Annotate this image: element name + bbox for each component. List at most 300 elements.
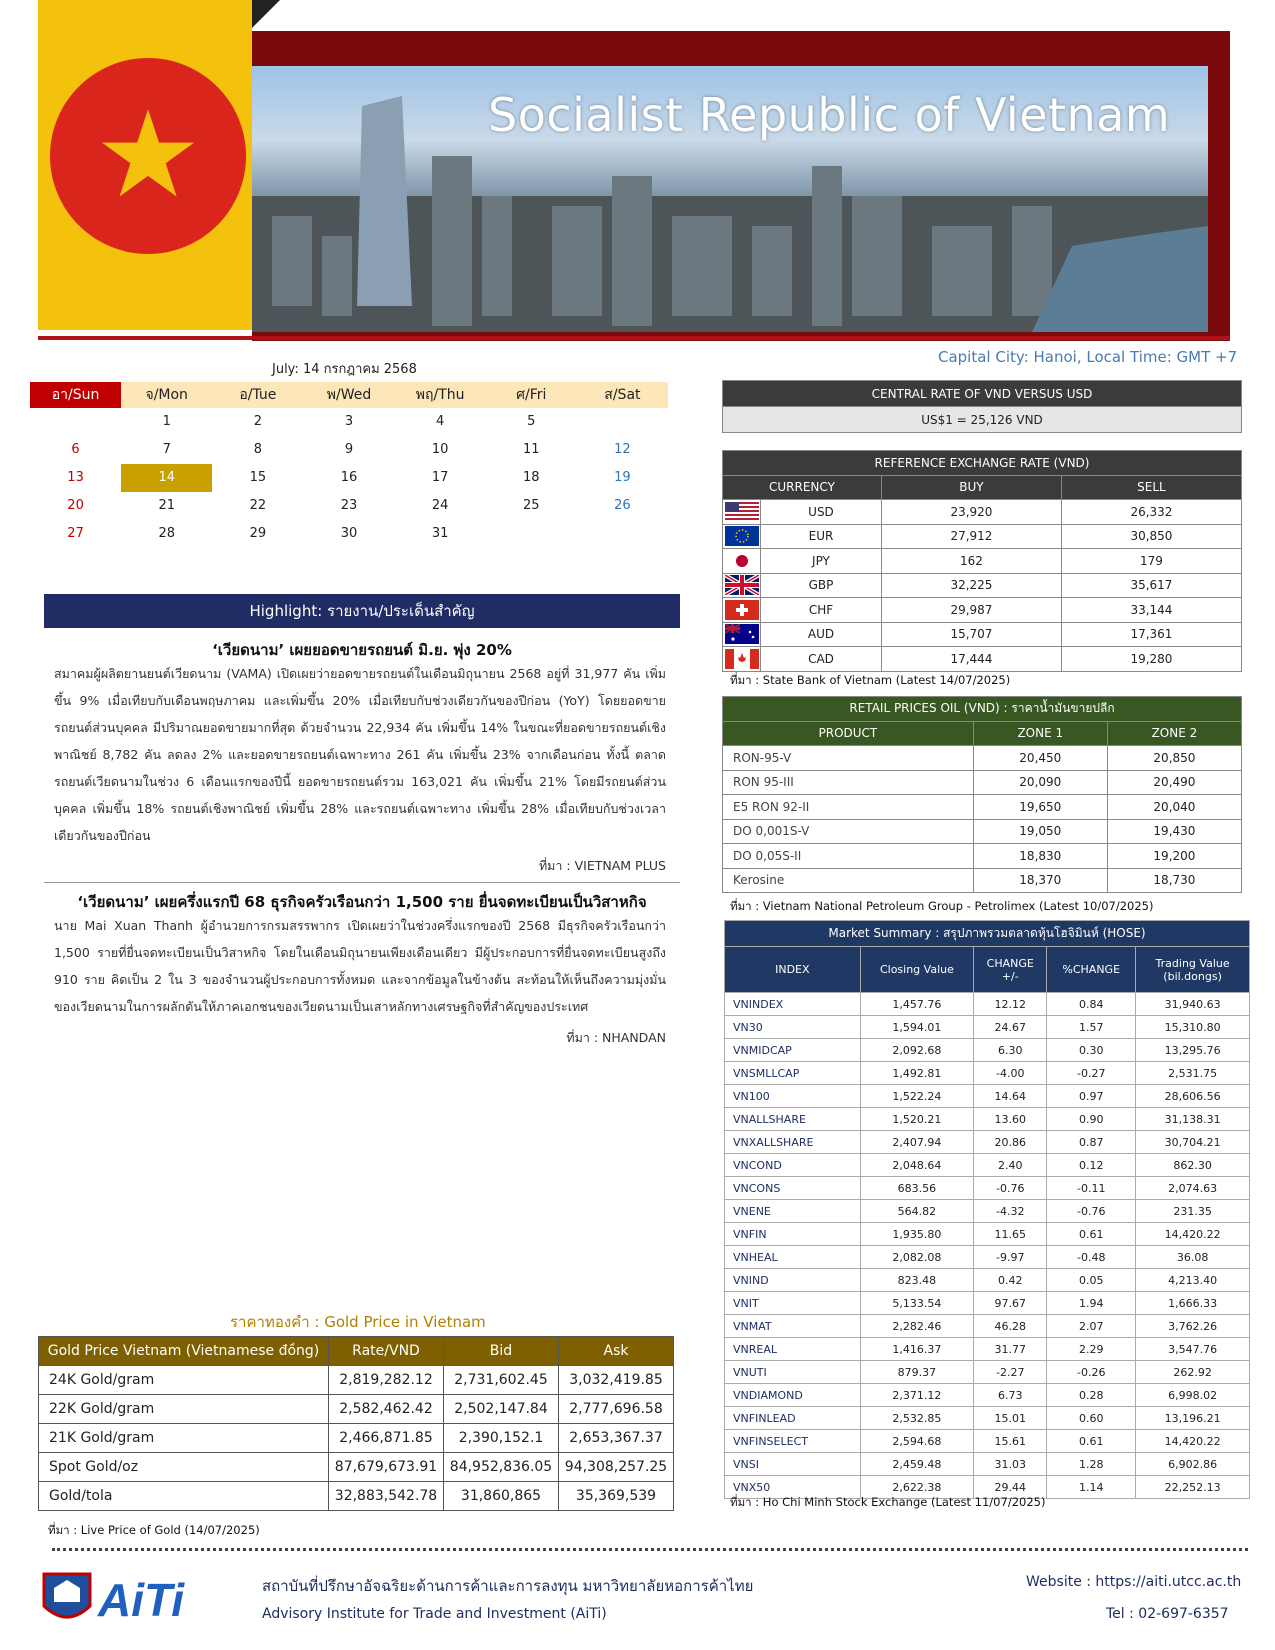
index-name: VNREAL: [725, 1338, 861, 1361]
calendar-day[interactable]: 19: [614, 470, 631, 485]
index-name: VNCOND: [725, 1154, 861, 1177]
trading-value: 30,704.21: [1136, 1131, 1250, 1154]
table-row: [725, 993, 1250, 1016]
calendar-day[interactable]: 2: [253, 414, 262, 429]
closing-value: 1,492.81: [860, 1062, 974, 1085]
table-row: [39, 1366, 674, 1395]
website-link[interactable]: Website : https://aiti.utcc.ac.th: [1026, 1574, 1242, 1590]
change-sub: +/-: [1001, 969, 1019, 983]
market-source: ที่มา : Ho Chi Minh Stock Exchange (Latest 11/07/2025): [730, 1495, 1046, 1509]
index-name: VNMAT: [725, 1315, 861, 1338]
calendar-title: July: 14 กรกฎาคม 2568: [272, 362, 417, 377]
change-value: 14.64: [974, 1085, 1047, 1108]
sell-rate: 33,144: [1061, 598, 1241, 623]
gold-price-table: [38, 1336, 674, 1511]
calendar-day[interactable]: 15: [249, 470, 267, 485]
table-row: [39, 1424, 674, 1453]
calendar-day[interactable]: [577, 408, 668, 436]
index-name: VNX50: [725, 1476, 861, 1499]
column-header: Rate/VND: [329, 1337, 444, 1366]
bid-price: 2,390,152.1: [444, 1424, 559, 1453]
oil-price-title: RETAIL PRICES OIL (VND) : ราคาน้ำมันขายปลีก: [723, 697, 1242, 722]
buy-rate: 29,987: [881, 598, 1061, 623]
table-row: [723, 524, 1242, 549]
change-value: -4.32: [974, 1200, 1047, 1223]
trading-value: 2,531.75: [1136, 1062, 1250, 1085]
calendar-day[interactable]: 13: [67, 470, 84, 485]
table-row: [725, 1338, 1250, 1361]
change-value: 15.01: [974, 1407, 1047, 1430]
calendar-day[interactable]: 5: [527, 414, 536, 429]
pct-change: -0.26: [1047, 1361, 1136, 1384]
index-name: VNFIN: [725, 1223, 861, 1246]
calendar-week: [30, 436, 668, 464]
closing-value: 1,935.80: [860, 1223, 974, 1246]
calendar-grid: [30, 408, 668, 548]
calendar-day[interactable]: 27: [67, 526, 84, 541]
index-name: VNUTI: [725, 1361, 861, 1384]
table-row: [725, 1177, 1250, 1200]
news-source: ที่มา : VIETNAM PLUS: [538, 858, 666, 873]
calendar-week: [30, 520, 668, 548]
product-name: E5 RON 92-II: [723, 795, 974, 820]
zone1-price: 20,090: [973, 770, 1107, 795]
product-name: RON-95-V: [723, 746, 974, 771]
trading-value: 862.30: [1136, 1154, 1250, 1177]
index-name: VNIT: [725, 1292, 861, 1315]
table-row: [725, 1361, 1250, 1384]
central-rate-value: US$1 = 25,126 VND: [723, 407, 1242, 433]
table-row: [725, 1269, 1250, 1292]
zone2-price: 20,850: [1107, 746, 1241, 771]
trading-value: 6,902.86: [1136, 1453, 1250, 1476]
zone2-price: 19,200: [1107, 844, 1241, 869]
calendar-day[interactable]: 3: [344, 414, 354, 429]
index-name: VNIND: [725, 1269, 861, 1292]
table-row: [725, 1200, 1250, 1223]
table-row: [723, 868, 1242, 893]
change-value: -4.00: [974, 1062, 1047, 1085]
ask-price: 2,777,696.58: [559, 1395, 674, 1424]
closing-value: 2,594.68: [860, 1430, 974, 1453]
pct-change: 2.07: [1047, 1315, 1136, 1338]
exchange-rate-table: [722, 450, 1242, 672]
change-value: 29.44: [974, 1476, 1047, 1499]
calendar-day[interactable]: 20: [67, 498, 84, 513]
news-title: ‘เวียดนาม’ เผยยอดขายรถยนต์ มิ.ย. พุ่ง 20%: [212, 641, 512, 659]
calendar-day[interactable]: 26: [614, 498, 631, 513]
gold-type: Gold/tola: [39, 1482, 329, 1511]
trading-value: 13,196.21: [1136, 1407, 1250, 1430]
index-name: VNALLSHARE: [725, 1108, 861, 1131]
closing-value: 5,133.54: [860, 1292, 974, 1315]
ca-flag-icon: [725, 649, 759, 669]
closing-value: 823.48: [860, 1269, 974, 1292]
calendar-day[interactable]: 22: [249, 498, 267, 513]
institute-name-en: Advisory Institute for Trade and Investment (AiTi): [262, 1606, 607, 1622]
calendar-day[interactable]: 1: [162, 414, 171, 429]
day-header: จ/Mon: [121, 382, 212, 408]
calendar-day[interactable]: 25: [523, 498, 540, 513]
change-value: 0.42: [974, 1269, 1047, 1292]
central-rate-title: CENTRAL RATE OF VND VERSUS USD: [723, 381, 1242, 407]
buy-rate: 32,225: [881, 573, 1061, 598]
gold-type: 24K Gold/gram: [39, 1366, 329, 1395]
calendar-day[interactable]: 8: [253, 442, 262, 457]
column-header: Bid: [444, 1337, 559, 1366]
day-header: อ/Tue: [212, 382, 303, 408]
change-value: 24.67: [974, 1016, 1047, 1039]
column-header: SELL: [1061, 475, 1241, 500]
index-name: VNCONS: [725, 1177, 861, 1200]
flag-cell: [723, 500, 761, 525]
calendar-day[interactable]: 30: [340, 526, 358, 541]
pct-change: 1.28: [1047, 1453, 1136, 1476]
table-row: [725, 1315, 1250, 1338]
us-flag-icon: [725, 502, 759, 522]
gold-type: 22K Gold/gram: [39, 1395, 329, 1424]
highlight-bar: Highlight: รายงาน/ประเด็นสำคัญ: [44, 594, 680, 628]
buy-rate: 17,444: [881, 647, 1061, 672]
table-row: [725, 1039, 1250, 1062]
currency-code: GBP: [761, 573, 882, 598]
table-row: [39, 1395, 674, 1424]
eu-flag-icon: [725, 526, 759, 546]
table-row: [723, 647, 1242, 672]
closing-value: 2,622.38: [860, 1476, 974, 1499]
calendar-week: [30, 464, 668, 492]
news-body: สมาคมผู้ผลิตยานยนต์เวียดนาม (VAMA) เปิดเผยว่ายอดขายรถยนต์ในเดือนมิถุนายน 2568 อยู่ที่ 31,977 คัน เพิ่มขึ้น 9% เมื่อเทียบกับเดือนพฤษภาคม และเพิ่มขึ้น 20% เมื่อเทียบกับช่วงเดียวกันของปีก่อน (YoY) โดยยอดขายรถยนต์ส่วนบุคคล มีปริมาณยอดขายมากที่สุด ด้วยจำนวน 22,934 คัน เพิ่มขึ้น 14% ในขณะที่ยอดขายรถยนต์เชิงพาณิชย์ 8,782 คัน ลดลง 2% และยอดขายรถยนต์เฉพาะทาง 261 คัน เพิ่มขึ้น 23% จากเดือนก่อน ทั้งนี้ ตลาดรถยนต์เวียดนามในช่วง 6 เดือนแรกของปีนี้ ยอดขายรถยนต์รวม 163,021 คัน เพิ่มขึ้น 21% โดยมีรถยนต์ส่วนบุคคล เพิ่มขึ้น 18% รถยนต์เชิงพาณิชย์ เพิ่มขึ้น 28% และรถยนต์เฉพาะทาง เพิ่มขึ้น 28% เมื่อเทียบกับช่วงเวลาเดียวกันของปีก่อน: [54, 666, 666, 843]
trading-value: 3,762.26: [1136, 1315, 1250, 1338]
table-row: [723, 598, 1242, 623]
table-row: [723, 819, 1242, 844]
jp-flag-icon: [725, 551, 759, 571]
vietnam-flag-icon: ★: [50, 58, 246, 254]
gold-source: ที่มา : Live Price of Gold (14/07/2025): [48, 1523, 260, 1537]
closing-value: 2,282.46: [860, 1315, 974, 1338]
change-value: -0.76: [974, 1177, 1047, 1200]
table-row: [723, 770, 1242, 795]
pct-change: 0.05: [1047, 1269, 1136, 1292]
zone1-price: 18,370: [973, 868, 1107, 893]
zone1-price: 19,050: [973, 819, 1107, 844]
rate-vnd: 32,883,542.78: [329, 1482, 444, 1511]
day-header: อา/Sun: [30, 382, 121, 408]
change-label: CHANGE: [986, 956, 1034, 970]
ask-price: 2,653,367.37: [559, 1424, 674, 1453]
calendar-day[interactable]: 6: [71, 442, 80, 457]
table-row: [725, 1131, 1250, 1154]
calendar-day[interactable]: 10: [431, 442, 449, 457]
column-header: PRODUCT: [723, 721, 974, 746]
table-row: [725, 1292, 1250, 1315]
calendar-day[interactable]: 28: [158, 526, 175, 541]
closing-value: 564.82: [860, 1200, 974, 1223]
calendar-day[interactable]: 31: [431, 526, 449, 541]
column-header: ZONE 2: [1107, 721, 1241, 746]
day-header: พฤ/Thu: [395, 382, 486, 408]
table-row: [723, 549, 1242, 574]
table-row: [725, 1430, 1250, 1453]
product-name: DO 0,05S-II: [723, 844, 974, 869]
ribbon-tail: [38, 250, 252, 330]
calendar-day-today[interactable]: 14: [121, 464, 212, 492]
product-name: Kerosine: [723, 868, 974, 893]
pct-change: 0.30: [1047, 1039, 1136, 1062]
change-value: 15.61: [974, 1430, 1047, 1453]
table-row: [723, 573, 1242, 598]
closing-value: 2,082.08: [860, 1246, 974, 1269]
pct-change: 0.84: [1047, 993, 1136, 1016]
ask-price: 35,369,539: [559, 1482, 674, 1511]
zone2-price: 19,430: [1107, 819, 1241, 844]
ch-flag-icon: [725, 600, 759, 620]
calendar-day[interactable]: [30, 408, 121, 436]
header-divider: [38, 336, 1230, 340]
table-row: [725, 1407, 1250, 1430]
change-value: 2.40: [974, 1154, 1047, 1177]
day-header: พ/Wed: [303, 382, 394, 408]
trading-value: 14,420.22: [1136, 1430, 1250, 1453]
gold-type: Spot Gold/oz: [39, 1453, 329, 1482]
currency-code: CHF: [761, 598, 882, 623]
currency-code: USD: [761, 500, 882, 525]
buy-rate: 15,707: [881, 622, 1061, 647]
page-title: Socialist Republic of Vietnam: [488, 88, 1171, 142]
calendar-day[interactable]: 29: [249, 526, 267, 541]
table-row: [723, 746, 1242, 771]
table-row: [39, 1453, 674, 1482]
change-value: 31.77: [974, 1338, 1047, 1361]
column-header: [1136, 947, 1250, 993]
trading-value: 262.92: [1136, 1361, 1250, 1384]
flag-cell: [723, 647, 761, 672]
calendar-day[interactable]: 23: [340, 498, 358, 513]
trading-value: 2,074.63: [1136, 1177, 1250, 1200]
calendar-day[interactable]: 24: [431, 498, 449, 513]
trading-value: 22,252.13: [1136, 1476, 1250, 1499]
closing-value: 2,371.12: [860, 1384, 974, 1407]
closing-value: 1,522.24: [860, 1085, 974, 1108]
change-value: 11.65: [974, 1223, 1047, 1246]
table-row: [723, 844, 1242, 869]
change-value: 31.03: [974, 1453, 1047, 1476]
calendar-day[interactable]: 18: [523, 470, 540, 485]
index-name: VNSMLLCAP: [725, 1062, 861, 1085]
index-name: VNMIDCAP: [725, 1039, 861, 1062]
pct-change: 0.60: [1047, 1407, 1136, 1430]
oil-source: ที่มา : Vietnam National Petroleum Group - Petrolimex (Latest 10/07/2025): [730, 899, 1154, 913]
news-body: นาย Mai Xuan Thanh ผู้อำนวยการกรมสรรพากร เปิดเผยว่าในช่วงครึ่งแรกของปี 2568 มีธุรกิจครัวเรือนกว่า 1,500 รายที่ยื่นจดทะเบียนเป็นวิสาหกิจ โดยในเดือนมิถุนายนเพียงเดือนเดียว มีผู้ประกอบการที่ยื่นจดทะเบียนสูงถึง 910 ราย คิดเป็น 2 ใน 3 ของจำนวนผู้ประกอบการทั้งหมด และจากข้อมูลในข้างต้น สะท้อนให้เห็นถึงความมุ่งมั่นของเวียดนามในการผลักดันให้ภาคเอกชนของเวียดนามเป็นเสาหลักทางเศรษฐกิจที่สำคัญของประเทศ: [54, 918, 666, 1014]
trade-label: Trading Value: [1155, 956, 1230, 970]
rate-vnd: 2,819,282.12: [329, 1366, 444, 1395]
change-value: 6.73: [974, 1384, 1047, 1407]
trading-value: 28,606.56: [1136, 1085, 1250, 1108]
trading-value: 31,138.31: [1136, 1108, 1250, 1131]
fx-source: ที่มา : State Bank of Vietnam (Latest 14/07/2025): [730, 673, 1011, 687]
trading-value: 36.08: [1136, 1246, 1250, 1269]
central-rate-table: [722, 380, 1242, 433]
pct-change: 0.61: [1047, 1430, 1136, 1453]
market-title: Market Summary : สรุปภาพรวมตลาดหุ้นโฮจิมินห์ (HOSE): [725, 921, 1250, 947]
calendar-day[interactable]: 17: [431, 470, 449, 485]
trade-sub: (bil.dongs): [1163, 969, 1222, 983]
flag-cell: [723, 573, 761, 598]
bid-price: 2,502,147.84: [444, 1395, 559, 1424]
calendar-day[interactable]: 4: [435, 414, 445, 429]
pct-change: 0.28: [1047, 1384, 1136, 1407]
bid-price: 2,731,602.45: [444, 1366, 559, 1395]
table-row: [723, 500, 1242, 525]
pct-change: 2.29: [1047, 1338, 1136, 1361]
calendar-day[interactable]: 7: [162, 442, 171, 457]
column-header: INDEX: [725, 947, 861, 993]
calendar-day[interactable]: 12: [614, 442, 631, 457]
change-value: 46.28: [974, 1315, 1047, 1338]
rate-vnd: 2,582,462.42: [329, 1395, 444, 1424]
currency-code: EUR: [761, 524, 882, 549]
phone-number: Tel : 02-697-6357: [1106, 1606, 1229, 1622]
index-name: VNSI: [725, 1453, 861, 1476]
zone2-price: 20,490: [1107, 770, 1241, 795]
flag-cell: [723, 549, 761, 574]
index-name: VNENE: [725, 1200, 861, 1223]
table-row: [725, 1016, 1250, 1039]
column-header: [974, 947, 1047, 993]
pct-change: 0.87: [1047, 1131, 1136, 1154]
pct-change: -0.76: [1047, 1200, 1136, 1223]
ribbon-fold: [252, 0, 280, 28]
calendar-day[interactable]: 11: [523, 442, 540, 457]
news-source: ที่มา : NHANDAN: [566, 1030, 666, 1045]
table-row: [723, 795, 1242, 820]
calendar-day[interactable]: 16: [340, 470, 358, 485]
index-name: VN100: [725, 1085, 861, 1108]
uk-flag-icon: [725, 575, 759, 595]
footer-divider: [52, 1548, 1248, 1551]
index-name: VNXALLSHARE: [725, 1131, 861, 1154]
trading-value: 6,998.02: [1136, 1384, 1250, 1407]
zone1-price: 18,830: [973, 844, 1107, 869]
closing-value: 683.56: [860, 1177, 974, 1200]
trading-value: 13,295.76: [1136, 1039, 1250, 1062]
pct-change: -0.48: [1047, 1246, 1136, 1269]
change-value: -9.97: [974, 1246, 1047, 1269]
exchange-rate-title: REFERENCE EXCHANGE RATE (VND): [723, 451, 1242, 476]
calendar-day[interactable]: [486, 520, 577, 548]
change-value: 13.60: [974, 1108, 1047, 1131]
table-row: [725, 1085, 1250, 1108]
calendar-day[interactable]: [577, 520, 668, 548]
capital-info: Capital City: Hanoi, Local Time: GMT +7: [938, 348, 1238, 366]
calendar: [30, 382, 668, 548]
change-value: -2.27: [974, 1361, 1047, 1384]
bid-price: 84,952,836.05: [444, 1453, 559, 1482]
pct-change: -0.27: [1047, 1062, 1136, 1085]
ask-price: 94,308,257.25: [559, 1453, 674, 1482]
closing-value: 2,407.94: [860, 1131, 974, 1154]
table-row: [725, 1453, 1250, 1476]
table-row: [725, 1154, 1250, 1177]
table-row: [725, 1223, 1250, 1246]
closing-value: 2,459.48: [860, 1453, 974, 1476]
closing-value: 1,457.76: [860, 993, 974, 1016]
ask-price: 3,032,419.85: [559, 1366, 674, 1395]
pct-change: 0.90: [1047, 1108, 1136, 1131]
sell-rate: 30,850: [1061, 524, 1241, 549]
buy-rate: 162: [881, 549, 1061, 574]
index-name: VNFINSELECT: [725, 1430, 861, 1453]
column-header: CURRENCY: [723, 475, 882, 500]
news-divider: [44, 882, 680, 883]
currency-code: CAD: [761, 647, 882, 672]
table-row: [725, 1062, 1250, 1085]
index-name: VNINDEX: [725, 993, 861, 1016]
rate-vnd: 87,679,673.91: [329, 1453, 444, 1482]
column-header: Closing Value: [860, 947, 974, 993]
calendar-header: [30, 382, 668, 408]
column-header: Gold Price Vietnam (Vietnamese đồng): [39, 1337, 329, 1366]
column-header: BUY: [881, 475, 1061, 500]
column-header: %CHANGE: [1047, 947, 1136, 993]
closing-value: 879.37: [860, 1361, 974, 1384]
currency-code: JPY: [761, 549, 882, 574]
au-flag-icon: [725, 624, 759, 644]
table-row: [725, 1384, 1250, 1407]
sell-rate: 179: [1061, 549, 1241, 574]
sell-rate: 35,617: [1061, 573, 1241, 598]
index-name: VNHEAL: [725, 1246, 861, 1269]
buy-rate: 27,912: [881, 524, 1061, 549]
rate-vnd: 2,466,871.85: [329, 1424, 444, 1453]
closing-value: 2,092.68: [860, 1039, 974, 1062]
table-row: [725, 1108, 1250, 1131]
change-value: 20.86: [974, 1131, 1047, 1154]
pct-change: 1.57: [1047, 1016, 1136, 1039]
pct-change: -0.11: [1047, 1177, 1136, 1200]
zone1-price: 19,650: [973, 795, 1107, 820]
flag-cell: [723, 524, 761, 549]
trading-value: 14,420.22: [1136, 1223, 1250, 1246]
trading-value: 31,940.63: [1136, 993, 1250, 1016]
sell-rate: 17,361: [1061, 622, 1241, 647]
calendar-day[interactable]: 9: [344, 442, 354, 457]
calendar-week: [30, 492, 668, 520]
news-title: ‘เวียดนาม’ เผยครึ่งแรกปี 68 ธุรกิจครัวเรือนกว่า 1,500 ราย ยื่นจดทะเบียนเป็นวิสาหกิจ: [77, 893, 647, 911]
table-row: [725, 1246, 1250, 1269]
zone2-price: 18,730: [1107, 868, 1241, 893]
day-header: ศ/Fri: [486, 382, 577, 408]
calendar-day[interactable]: 21: [158, 498, 175, 513]
buy-rate: 23,920: [881, 500, 1061, 525]
closing-value: 1,520.21: [860, 1108, 974, 1131]
pct-change: 0.12: [1047, 1154, 1136, 1177]
table-row: [723, 622, 1242, 647]
flag-cell: [723, 598, 761, 623]
pct-change: 1.94: [1047, 1292, 1136, 1315]
change-value: 97.67: [974, 1292, 1047, 1315]
closing-value: 2,532.85: [860, 1407, 974, 1430]
logo-text: AiTi: [98, 1574, 185, 1626]
institute-name-th: สถาบันที่ปรึกษาอัจฉริยะด้านการค้าและการลงทุน มหาวิทยาลัยหอการค้าไทย: [262, 1577, 754, 1595]
table-row: [39, 1482, 674, 1511]
trading-value: 231.35: [1136, 1200, 1250, 1223]
bid-price: 31,860,865: [444, 1482, 559, 1511]
trading-value: 4,213.40: [1136, 1269, 1250, 1292]
index-name: VN30: [725, 1016, 861, 1039]
closing-value: 1,594.01: [860, 1016, 974, 1039]
zone1-price: 20,450: [973, 746, 1107, 771]
